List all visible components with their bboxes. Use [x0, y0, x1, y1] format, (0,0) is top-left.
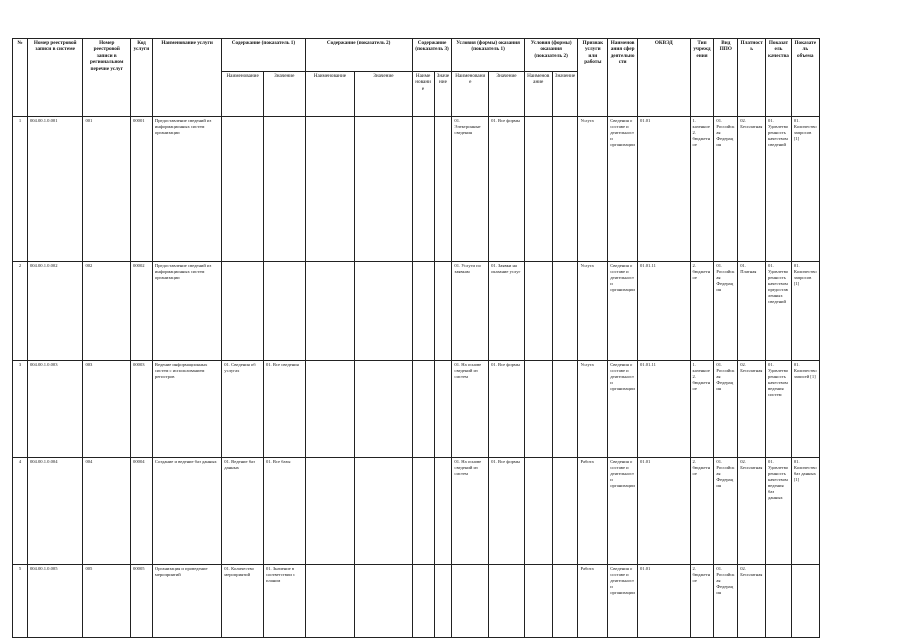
- header-type: Тип учреждения: [690, 39, 714, 117]
- cell-cond1-name: 01. Услуги по заявкам: [452, 262, 489, 361]
- subheader-name: Наименование: [412, 72, 434, 117]
- cell-name: Предоставление сведений из информационных систем организации: [152, 117, 221, 262]
- cell-payment: 02. Бесплатная: [738, 117, 766, 262]
- table-row: [13, 262, 905, 361]
- cell-content2-name: [305, 361, 355, 458]
- table-row: [13, 361, 905, 458]
- cell-code: 00005: [131, 565, 153, 638]
- registry-sheet: [12, 38, 905, 638]
- cell-cond2-name: [524, 117, 552, 262]
- table-row: [13, 117, 905, 262]
- cell-content3-value: [434, 117, 452, 262]
- header-spheres: Наименования сфер деятельности: [608, 39, 638, 117]
- cell-type: 2. бюджетное: [690, 565, 714, 638]
- header-content3: Содержание (показатель 3): [412, 39, 452, 72]
- header-name: Наименование услуги: [152, 39, 221, 117]
- cell-content3-name: [412, 117, 434, 262]
- header-cond2: Условия (формы) оказания (показатель 2): [524, 39, 578, 72]
- table-row: [13, 458, 905, 565]
- cell-reg-in-reg: 004: [83, 458, 131, 565]
- cell-reg: 004.00.1.0.005: [27, 565, 83, 638]
- header-num: №: [13, 39, 28, 117]
- cell-reg: 004.00.1.0.003: [27, 361, 83, 458]
- cell-type: 2. бюджетное: [690, 458, 714, 565]
- cell-sphere: Сведения о составе и деятельности организации: [608, 361, 638, 458]
- cell-volume: [791, 565, 819, 638]
- cell-content2-value: [355, 262, 412, 361]
- cell-num: 3: [13, 361, 28, 458]
- cell-quality: 01. Удовлетворенность качеством ведения баз данных: [766, 458, 792, 565]
- cell-cond1-name: [452, 565, 489, 638]
- cell-cond1-value: 01. Все формы: [489, 458, 525, 565]
- cell-content3-name: [412, 262, 434, 361]
- cell-content2-value: [355, 458, 412, 565]
- cell-cond1-value: [489, 565, 525, 638]
- cell-cond2-name: [524, 565, 552, 638]
- cell-quality: [766, 565, 792, 638]
- cell-quality: 01. Удовлетворенность качеством сведений: [766, 117, 792, 262]
- cell-content1-name: 01. Сведения об услугах: [222, 361, 264, 458]
- cell-cond1-value: 01. Заявки на оказание услуг: [489, 262, 525, 361]
- cell-name: Ведение информационных систем с использованием регистров: [152, 361, 221, 458]
- cell-sphere: Сведения о составе и деятельности организации: [608, 117, 638, 262]
- cell-sphere: Сведения о составе и деятельности организации: [608, 262, 638, 361]
- cell-cond1-value: 01. Все формы: [489, 361, 525, 458]
- cell-cond2-value: [552, 361, 578, 458]
- cell-payment: 01. Платная: [738, 262, 766, 361]
- header-code: Код услуги: [131, 39, 153, 117]
- cell-reg: 004.00.1.0.002: [27, 262, 83, 361]
- cell-content2-name: [305, 117, 355, 262]
- cell-type: 2. бюджетное: [690, 262, 714, 361]
- cell-ppo: 01. Российская Федерация: [714, 117, 738, 262]
- header-service-type: Признак услуги или работы: [578, 39, 608, 117]
- cell-cond1-value: 01. Все формы: [489, 117, 525, 262]
- cell-content1-value: [263, 262, 305, 361]
- cell-ppo: 01. Российская Федерация: [714, 262, 738, 361]
- cell-code: 00001: [131, 117, 153, 262]
- cell-ppo: 01. Российская Федерация: [714, 361, 738, 458]
- cell-name: Предоставление сведений из информационных систем организации: [152, 262, 221, 361]
- subheader-value: Значение: [434, 72, 452, 117]
- cell-content3-value: [434, 361, 452, 458]
- cell-cond2-value: [552, 262, 578, 361]
- header-indicator-volume: Показатель объема: [791, 39, 819, 117]
- cell-kind: Работа: [578, 565, 608, 638]
- cell-kind: Услуга: [578, 117, 608, 262]
- header-indicator-quality: Показатель качества: [766, 39, 792, 117]
- cell-cond2-value: [552, 117, 578, 262]
- cell-cond1-name: 01. На основе сведений из систем: [452, 458, 489, 565]
- cell-cond2-value: [552, 565, 578, 638]
- cell-content1-name: [222, 262, 264, 361]
- cell-reg-in-reg: 002: [83, 262, 131, 361]
- cell-num: 4: [13, 458, 28, 565]
- cell-okved: 01.01.11: [638, 361, 691, 458]
- cell-reg-in-reg: 001: [83, 117, 131, 262]
- registry-table: [12, 38, 905, 638]
- cell-content3-value: [434, 458, 452, 565]
- cell-content3-name: [412, 565, 434, 638]
- cell-reg-in-reg: 005: [83, 565, 131, 638]
- header-payment: Платность: [738, 39, 766, 117]
- subheader-value: Значение: [489, 72, 525, 117]
- cell-name: Организация и проведение мероприятий: [152, 565, 221, 638]
- cell-content1-value: [263, 117, 305, 262]
- cell-content1-value: 01. Все базы: [263, 458, 305, 565]
- cell-content2-name: [305, 565, 355, 638]
- header-ppo: Вид ППО: [714, 39, 738, 117]
- cell-content1-value: 01. Значение в соответствии с планом: [263, 565, 305, 638]
- cell-cond1-name: 01. Электронные сведения: [452, 117, 489, 262]
- cell-payment: 02. Бесплатная: [738, 361, 766, 458]
- cell-kind: Услуга: [578, 361, 608, 458]
- cell-name: Создание и ведение баз данных: [152, 458, 221, 565]
- header-reg-number: Номер реестровой записи в системе: [27, 39, 83, 117]
- cell-cond1-name: 01. На основе сведений из систем: [452, 361, 489, 458]
- cell-cond2-name: [524, 262, 552, 361]
- cell-content3-value: [434, 262, 452, 361]
- cell-content3-value: [434, 565, 452, 638]
- subheader-value: Значение: [552, 72, 578, 117]
- cell-okved: 01.01: [638, 565, 691, 638]
- subheader-name: Наименование: [305, 72, 355, 117]
- cell-content2-value: [355, 565, 412, 638]
- cell-content1-value: 01. Все сведения: [263, 361, 305, 458]
- cell-ppo: 01. Российская Федерация: [714, 458, 738, 565]
- cell-content1-name: 01. Количество мероприятий: [222, 565, 264, 638]
- cell-kind: Услуга: [578, 262, 608, 361]
- cell-volume: 01. Количество запросов [1]: [791, 262, 819, 361]
- header-content2: Содержание (показатель 2): [305, 39, 412, 72]
- cell-sphere: Сведения о составе и деятельности организации: [608, 565, 638, 638]
- subheader-name: Наименование: [452, 72, 489, 117]
- cell-cond2-name: [524, 458, 552, 565]
- subheader-value: Значение: [355, 72, 412, 117]
- cell-volume: 01. Количество записей [1]: [791, 361, 819, 458]
- subheader-name: Наименование: [524, 72, 552, 117]
- cell-payment: 02. Бесплатная: [738, 565, 766, 638]
- subheader-name: Наименование: [222, 72, 264, 117]
- header-cond1: Условия (формы) оказания (показатель 1): [452, 39, 524, 72]
- cell-code: 00003: [131, 361, 153, 458]
- cell-num: 2: [13, 262, 28, 361]
- subheader-value: Значение: [263, 72, 305, 117]
- cell-ppo: 01. Российская Федерация: [714, 565, 738, 638]
- cell-volume: 01. Количество баз данных [1]: [791, 458, 819, 565]
- cell-num: 1: [13, 117, 28, 262]
- header-reg-in-reg: Номер реестровой записи в региональном перечне услуг: [83, 39, 131, 117]
- cell-code: 00002: [131, 262, 153, 361]
- cell-volume: 01. Количество запросов [1]: [791, 117, 819, 262]
- cell-cond2-name: [524, 361, 552, 458]
- cell-content2-value: [355, 117, 412, 262]
- cell-reg: 004.00.1.0.001: [27, 117, 83, 262]
- cell-code: 00004: [131, 458, 153, 565]
- cell-content2-value: [355, 361, 412, 458]
- cell-reg-in-reg: 003: [83, 361, 131, 458]
- cell-type: 1. казенное 2. бюджетное: [690, 117, 714, 262]
- cell-content3-name: [412, 458, 434, 565]
- cell-content2-name: [305, 262, 355, 361]
- cell-okved: 01.01: [638, 458, 691, 565]
- cell-reg: 004.00.1.0.004: [27, 458, 83, 565]
- cell-okved: 01.01: [638, 117, 691, 262]
- cell-payment: 02. Бесплатная: [738, 458, 766, 565]
- cell-content2-name: [305, 458, 355, 565]
- table-row: [13, 565, 905, 638]
- cell-type: 1. казенное 2. бюджетное: [690, 361, 714, 458]
- cell-sphere: Сведения о составе и деятельности организации: [608, 458, 638, 565]
- cell-quality: 01. Удовлетворенность качеством предоставленных сведений: [766, 262, 792, 361]
- header-content1: Содержание (показатель 1): [222, 39, 305, 72]
- cell-quality: 01. Удовлетворенность качеством ведения систем: [766, 361, 792, 458]
- cell-okved: 01.01.11: [638, 262, 691, 361]
- cell-kind: Работа: [578, 458, 608, 565]
- cell-content1-name: 01. Ведение баз данных: [222, 458, 264, 565]
- cell-cond2-value: [552, 458, 578, 565]
- header-okved: ОКВЭД: [638, 39, 691, 117]
- cell-content1-name: [222, 117, 264, 262]
- cell-content3-name: [412, 361, 434, 458]
- cell-num: 5: [13, 565, 28, 638]
